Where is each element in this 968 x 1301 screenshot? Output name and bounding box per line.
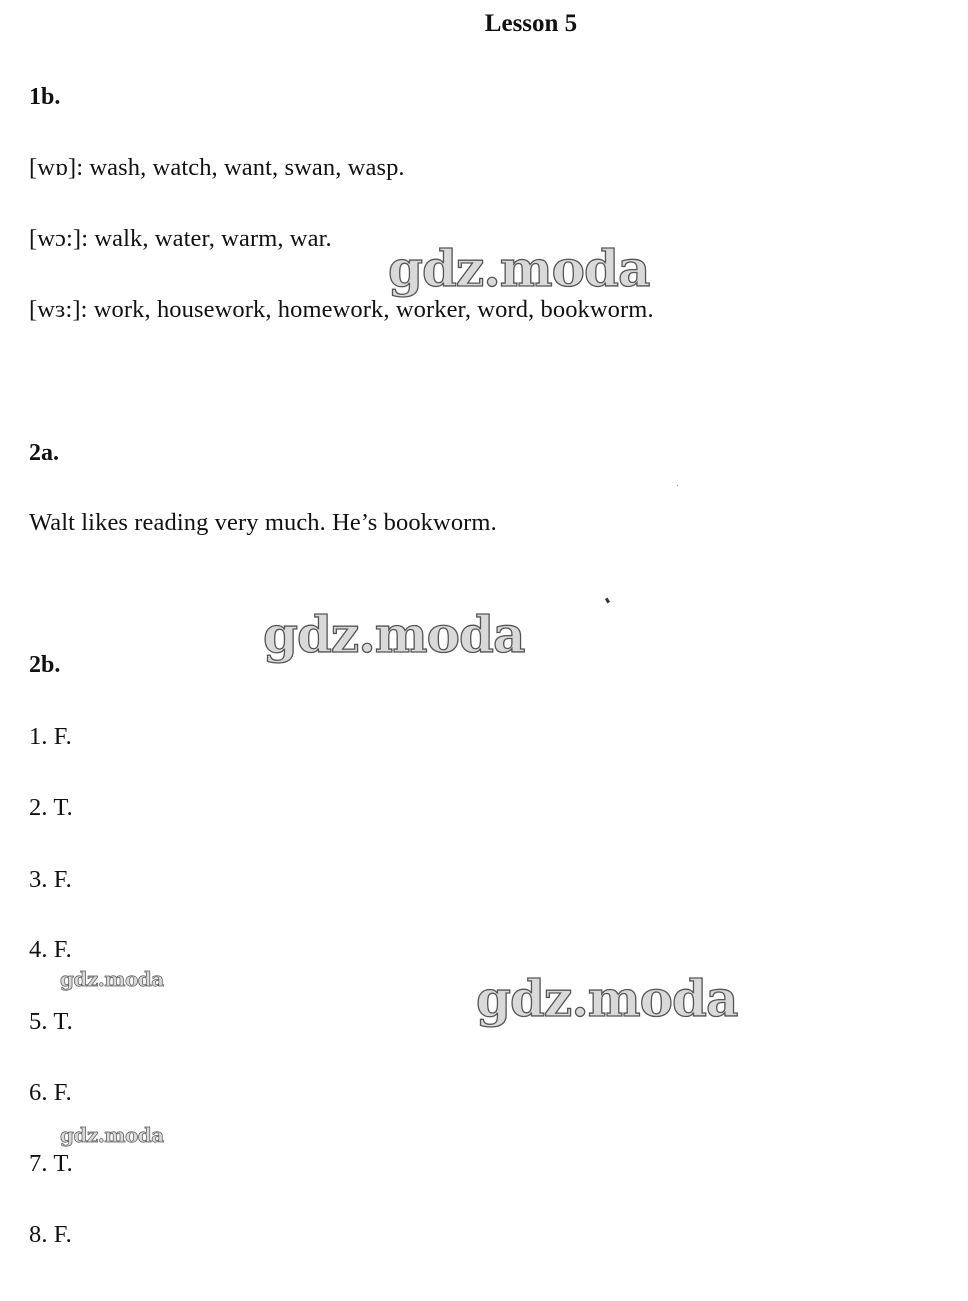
answer-item: 8. F. xyxy=(29,1221,72,1248)
phonetic-line-wo: [wɒ]: wash, watch, want, swan, wasp. xyxy=(29,154,405,181)
answer-item: 6. F. xyxy=(29,1079,72,1106)
watermark: gdz.moda xyxy=(60,1123,164,1147)
watermark: gdz.moda xyxy=(388,239,650,298)
section-heading-2a: 2a. xyxy=(29,440,59,466)
phonetic-line-w3-long: [wɜ:]: work, housework, homework, worker, word, bookworm. xyxy=(29,296,654,323)
lesson-title: Lesson 5 xyxy=(484,10,578,37)
answer-item: 5. T. xyxy=(29,1008,73,1035)
watermark: gdz.moda xyxy=(476,969,738,1028)
scan-speck xyxy=(677,485,678,486)
section-heading-2b: 2b. xyxy=(29,652,61,678)
section-heading-1b: 1b. xyxy=(29,84,61,110)
answer-item: 7. T. xyxy=(29,1150,73,1177)
answer-item: 2. T. xyxy=(29,794,73,821)
watermark: gdz.moda xyxy=(60,967,164,991)
watermark: gdz.moda xyxy=(263,605,525,664)
answer-item: 1. F. xyxy=(29,723,72,750)
answer-item: 3. F. xyxy=(29,866,72,893)
answer-line-2a: Walt likes reading very much. He’s bookworm. xyxy=(29,509,497,536)
answer-item: 4. F. xyxy=(29,936,72,963)
phonetic-line-wo-long: [wɔ:]: walk, water, warm, war. xyxy=(29,225,332,252)
scan-speck xyxy=(605,598,610,604)
